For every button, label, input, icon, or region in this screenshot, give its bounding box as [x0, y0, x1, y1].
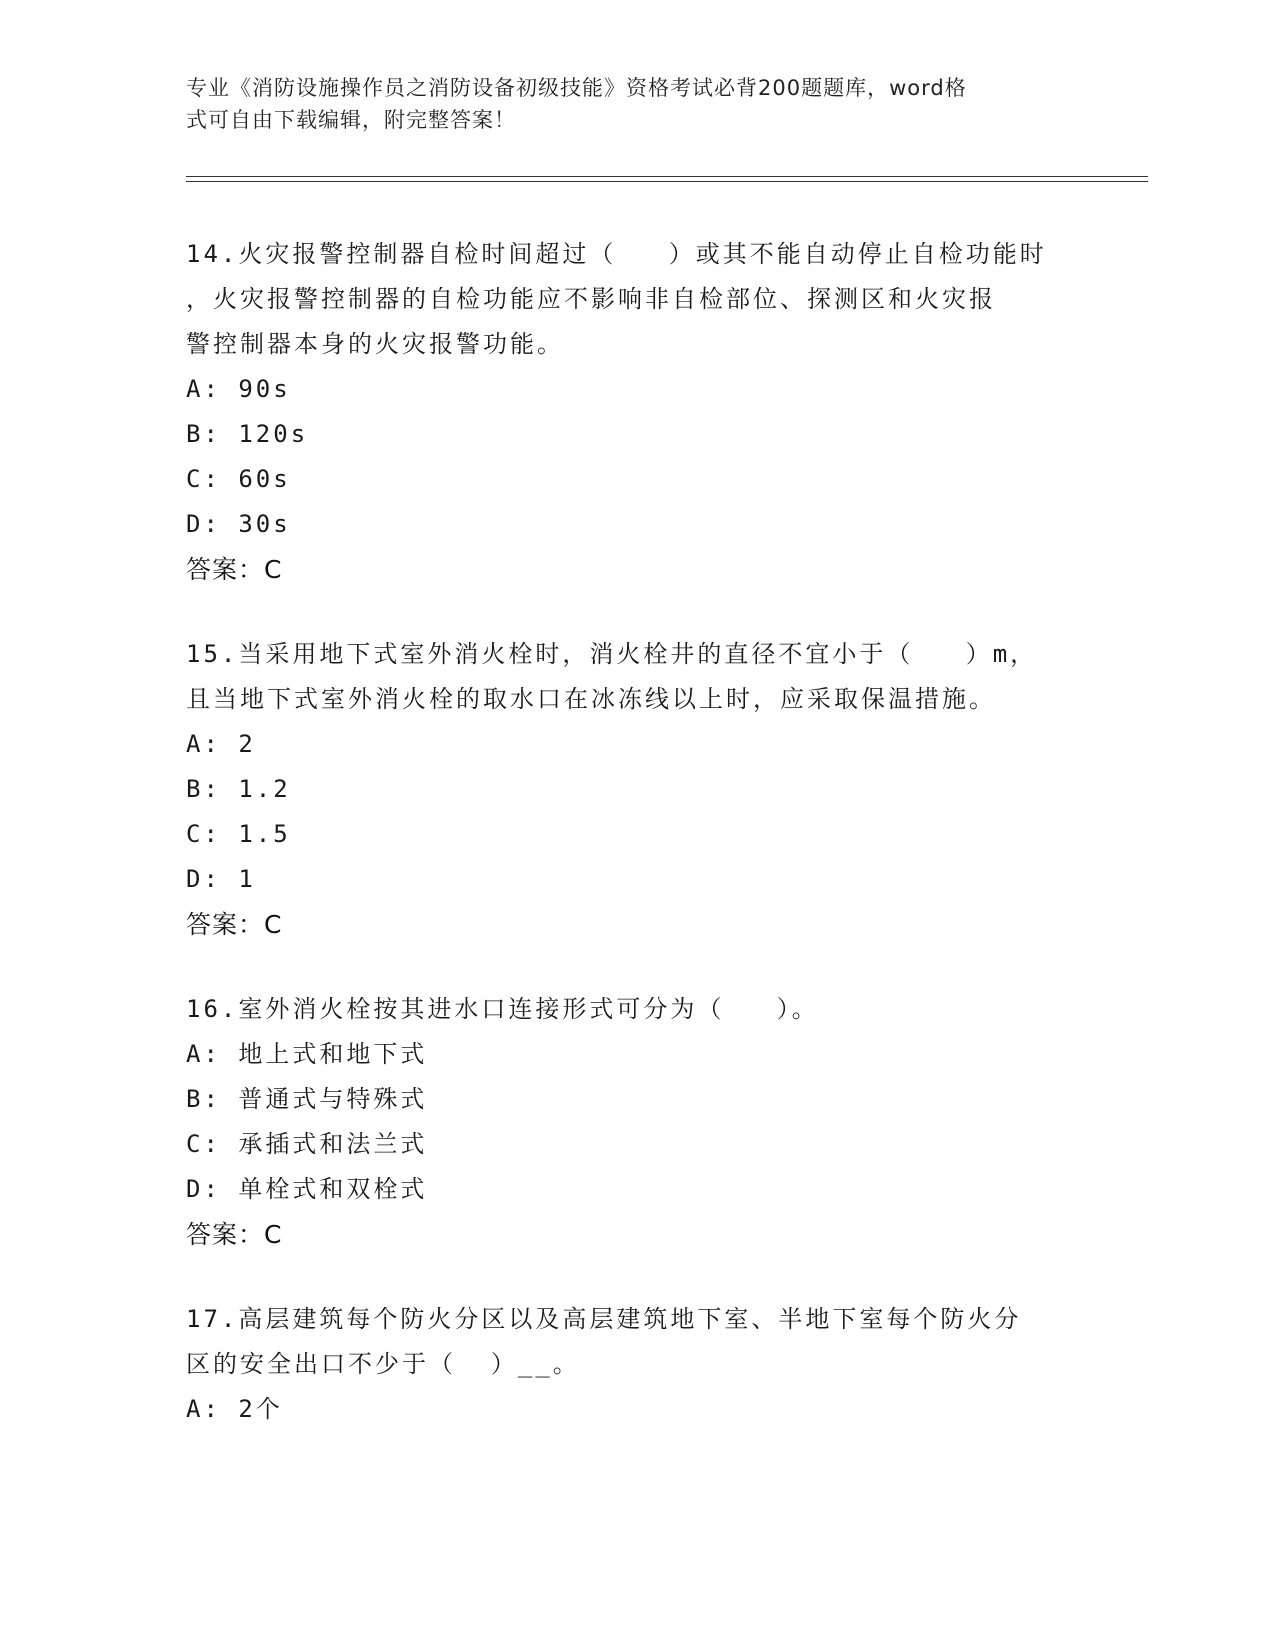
- header-line-2: 式可自由下载编辑，附完整答案！: [186, 108, 516, 132]
- option-d: D: 1: [186, 865, 256, 893]
- question-stem: 14.火灾报警控制器自检时间超过（ ）或其不能自动停止自检功能时: [186, 240, 1047, 268]
- question-stem: 警控制器本身的火灾报警功能。: [186, 330, 564, 358]
- option-d: D: 单栓式和双栓式: [186, 1175, 428, 1203]
- question-14: [186, 232, 1086, 592]
- document-header: [186, 72, 1066, 136]
- header-line-1: 专业《消防设施操作员之消防设备初级技能》资格考试必背200题题库，word格: [186, 76, 967, 100]
- question-stem: 区的安全出口不少于（ ）__。: [186, 1350, 580, 1378]
- option-a: A: 90s: [186, 375, 291, 403]
- question-stem: ，火灾报警控制器的自检功能应不影响非自检部位、探测区和火灾报: [186, 285, 996, 313]
- question-16: [186, 987, 1086, 1257]
- header-divider-bottom: [186, 181, 1148, 182]
- option-d: D: 30s: [186, 510, 291, 538]
- answer: 答案：C: [186, 555, 283, 584]
- header-divider-top: [186, 176, 1148, 177]
- question-list: [186, 232, 1086, 1472]
- option-c: C: 承插式和法兰式: [186, 1130, 428, 1158]
- option-b: B: 1.2: [186, 775, 291, 803]
- question-17: [186, 1297, 1086, 1432]
- question-stem: 16.室外消火栓按其进水口连接形式可分为（ ）。: [186, 995, 819, 1023]
- question-stem: 17.高层建筑每个防火分区以及高层建筑地下室、半地下室每个防火分: [186, 1305, 1022, 1333]
- option-c: C: 60s: [186, 465, 291, 493]
- option-a: A: 地上式和地下式: [186, 1040, 428, 1068]
- answer: 答案：C: [186, 910, 283, 939]
- question-15: [186, 632, 1086, 947]
- option-b: B: 普通式与特殊式: [186, 1085, 428, 1113]
- option-a: A: 2: [186, 730, 256, 758]
- answer: 答案：C: [186, 1220, 283, 1249]
- question-stem: 且当地下式室外消火栓的取水口在冰冻线以上时，应采取保温措施。: [186, 685, 996, 713]
- option-b: B: 120s: [186, 420, 309, 448]
- question-stem: 15.当采用地下式室外消火栓时，消火栓井的直径不宜小于（ ）m，: [186, 640, 1038, 668]
- option-a: A: 2个: [186, 1395, 283, 1423]
- option-c: C: 1.5: [186, 820, 291, 848]
